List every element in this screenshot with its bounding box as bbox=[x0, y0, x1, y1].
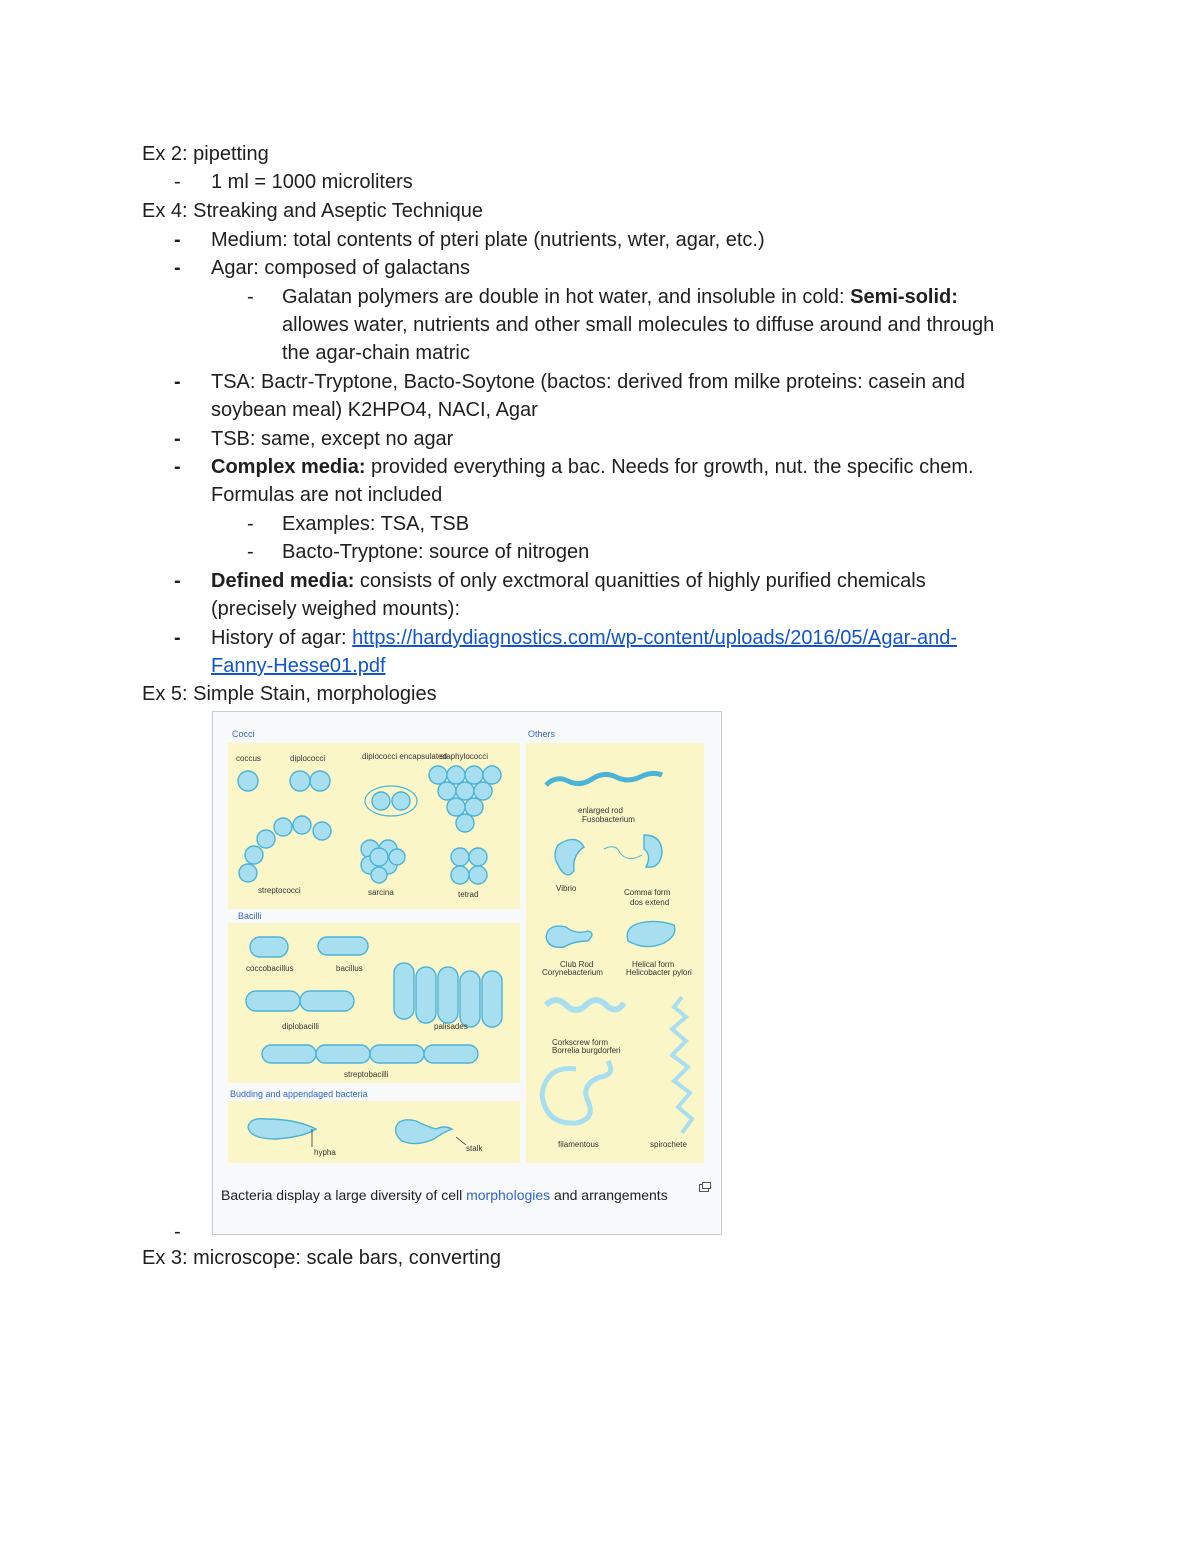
label-stalk: stalk bbox=[466, 1144, 483, 1153]
list-item-defined bbox=[211, 567, 926, 595]
list-item-continuation bbox=[211, 652, 386, 680]
list-item-examples: Examples: TSA, TSB bbox=[282, 513, 470, 535]
list-item-continuation: allowes water, nutrients and other small molecules to diffuse around and through bbox=[282, 314, 995, 336]
morphology-figure bbox=[212, 711, 722, 1235]
list-item-agar: Agar: composed of galactans bbox=[211, 257, 471, 279]
bold-term: Defined media: bbox=[211, 570, 355, 592]
bold-term: Complex media: bbox=[211, 456, 366, 478]
list-item-complex bbox=[211, 453, 974, 481]
label-diplococci-enc: diplococci encapsulated bbox=[362, 752, 447, 761]
label-streptobacilli: streptobacilli bbox=[344, 1070, 389, 1079]
label-diplococci: diplococci bbox=[290, 754, 326, 763]
label-club-rod: Club Rod bbox=[560, 960, 594, 969]
label-enlarged-rod-b: Fusobacterium bbox=[582, 815, 635, 824]
heading-ex5: Ex 5: Simple Stain, morphologies bbox=[142, 683, 437, 705]
label-streptococci: streptococci bbox=[258, 886, 301, 895]
list-item-bacto: Bacto-Tryptone: source of nitrogen bbox=[282, 541, 590, 563]
bullet-dash: - bbox=[174, 1221, 181, 1243]
bullet-dash: - bbox=[174, 229, 181, 251]
label-corkscrew-b: Borrelia burgdorferi bbox=[552, 1046, 621, 1055]
caption-text: and arrangements bbox=[550, 1187, 668, 1203]
heading-ex2: Ex 2: pipetting bbox=[142, 143, 269, 165]
list-item-continuation: (precisely weighed mounts): bbox=[211, 598, 460, 620]
label-palisades: palisades bbox=[434, 1022, 468, 1031]
label-sarcina: sarcina bbox=[368, 888, 394, 897]
label-enlarged-rod: enlarged rod bbox=[578, 806, 623, 815]
list-item-continuation: soybean meal) K2HPO4, NACI, Agar bbox=[211, 399, 538, 421]
history-link[interactable]: https://hardydiagnostics.com/wp-content/uploads/2016/05/Agar-and- bbox=[352, 627, 957, 649]
label-corkscrew: Corkscrew form bbox=[552, 1038, 609, 1047]
label-bacillus: bacillus bbox=[336, 964, 363, 973]
label-staphylococci: staphylococci bbox=[440, 752, 489, 761]
label-spirochete: spirochete bbox=[650, 1140, 687, 1149]
label-helical: Helical form bbox=[632, 960, 675, 969]
list-item-continuation: Formulas are not included bbox=[211, 484, 443, 506]
heading-ex3: Ex 3: microscope: scale bars, converting bbox=[142, 1247, 502, 1269]
bullet-dash: - bbox=[174, 371, 181, 393]
section-others: Others bbox=[528, 729, 556, 739]
text-run: consists of only exctmoral quanitties of highly purified chemicals bbox=[354, 570, 926, 592]
figure-caption bbox=[221, 1184, 681, 1206]
section-cocci: Cocci bbox=[232, 729, 255, 739]
caption-text: Bacteria display a large diversity of cell bbox=[221, 1187, 467, 1203]
list-item: 1 ml = 1000 microliters bbox=[211, 171, 413, 193]
label-filamentous: filamentous bbox=[558, 1140, 599, 1149]
coccus-cell bbox=[238, 771, 258, 791]
section-bacilli: Bacilli bbox=[238, 911, 262, 921]
label-coccus: coccus bbox=[236, 754, 261, 763]
list-item-continuation: the agar-chain matric bbox=[282, 342, 470, 364]
list-item-medium: Medium: total contents of pteri plate (nutrients, wter, agar, etc.) bbox=[211, 229, 765, 251]
label-hypha: hypha bbox=[314, 1148, 336, 1157]
text-run: History of agar: bbox=[211, 627, 353, 649]
section-budding: Budding and appendaged bacteria bbox=[230, 1089, 368, 1099]
expand-icon[interactable] bbox=[699, 1182, 711, 1192]
bullet-dash: - bbox=[174, 570, 181, 592]
bullet-dash: - bbox=[174, 171, 181, 193]
label-helical-b: Helicobacter pylori bbox=[626, 968, 692, 977]
bullet-dash: - bbox=[247, 541, 254, 563]
bullet-dash: - bbox=[247, 286, 254, 308]
list-item-history bbox=[211, 624, 957, 652]
morphology-illustration bbox=[216, 715, 718, 1177]
bullet-dash: - bbox=[174, 257, 181, 279]
text-run: provided everything a bac. Needs for growth, nut. the specific chem. bbox=[365, 456, 974, 478]
label-tetrad: tetrad bbox=[458, 890, 479, 899]
coccobacillus-shape bbox=[250, 937, 288, 957]
heading-ex4: Ex 4: Streaking and Aseptic Technique bbox=[142, 200, 483, 222]
bold-term: Semi-solid: bbox=[850, 286, 958, 308]
label-comma: Comma form bbox=[624, 888, 671, 897]
text-run: Galatan polymers are double in hot water, and insoluble in cold: bbox=[282, 286, 851, 308]
history-link-cont[interactable]: Fanny-Hesse01.pdf bbox=[211, 655, 386, 677]
bullet-dash: - bbox=[174, 456, 181, 478]
list-item-galatan bbox=[282, 283, 958, 311]
bullet-dash: - bbox=[174, 428, 181, 450]
label-diplobacilli: diplobacilli bbox=[282, 1022, 319, 1031]
list-item-tsa: TSA: Bactr-Tryptone, Bacto-Soytone (bactos: derived from milke proteins: casein and bbox=[211, 371, 966, 393]
label-club-rod-b: Corynebacterium bbox=[542, 968, 603, 977]
label-coccobacillus: coccobacillus bbox=[246, 964, 294, 973]
bullet-dash: - bbox=[247, 513, 254, 535]
caption-link-morphologies[interactable]: morphologies bbox=[466, 1187, 551, 1203]
label-comma-b: dos extend bbox=[630, 898, 670, 907]
list-item-tsb: TSB: same, except no agar bbox=[211, 428, 454, 450]
bullet-dash: - bbox=[174, 627, 181, 649]
label-vibrio: Vibrio bbox=[556, 884, 577, 893]
bacillus-shape bbox=[318, 937, 368, 955]
